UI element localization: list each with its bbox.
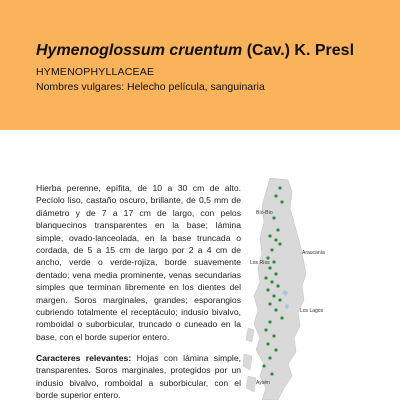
occurrence-point	[280, 200, 283, 203]
occurrence-point	[274, 194, 277, 197]
map-label-aysen: Aysén	[256, 380, 270, 386]
occurrence-point	[268, 320, 271, 323]
occurrence-point	[280, 316, 283, 319]
map-label-losrios: Los Ríos	[250, 260, 270, 266]
occurrence-point	[266, 288, 269, 291]
occurrence-point	[278, 242, 281, 245]
occurrence-point	[268, 356, 271, 359]
map-islands	[243, 328, 256, 392]
occurrence-point	[272, 216, 275, 219]
species-title	[36, 42, 354, 60]
relevant-label: Caracteres relevantes:	[36, 353, 132, 363]
relevant-text: Hojas con lámina simple, transparentes. Soros marginales, protegidos por un indusio bivalvo, romboidal a suborbicular, con el borde superior entero.	[36, 353, 242, 401]
occurrence-point	[274, 238, 277, 241]
occurrence-point	[270, 280, 273, 283]
occurrence-point	[262, 364, 265, 367]
species-name: Hymenoglossum cruentum	[36, 42, 243, 59]
occurrence-point	[264, 276, 267, 279]
occurrence-point	[278, 186, 281, 189]
occurrence-point	[274, 348, 277, 351]
description-text: Hierba perenne, epífita, de 10 a 30 cm de alto. Pecíolo liso, castaño oscuro, brillante, de 0,5 mm de diámetro y de 7 a 17 cm de largo, con pelos blanquecinos transparentes en la base; lámina simple, ovado-lanceolada, en la base truncada o cordada, de 5 a 15 cm de largo por 2 a 4 cm de ancho, verde o verde-rojiza, borde suavemente dentado; vena media prominente, venas secundarias simples que terminan libremente en los dientes del margen. Soros marginales, grandes; esporangios cubriendo totalmente el receptáculo; indusio bivalvo, romboidal o suborbicular, truncado o cuneado en la base, con el borde superior entero.	[36, 183, 241, 342]
distribution-map	[240, 178, 340, 400]
occurrence-point	[272, 260, 275, 263]
occurrence-point	[272, 294, 275, 297]
occurrence-point	[278, 298, 281, 301]
header-band	[0, 0, 400, 130]
description-block	[36, 182, 241, 343]
occurrence-point	[276, 228, 279, 231]
occurrence-point	[270, 372, 273, 375]
occurrence-point	[274, 272, 277, 275]
occurrence-point	[268, 266, 271, 269]
species-author: (Cav.) K. Presl	[246, 42, 355, 59]
occurrence-point	[268, 234, 271, 237]
map-label-biobio: Bío-Bío	[256, 210, 273, 216]
relevant-characters	[36, 352, 241, 402]
common-names: Nombres vulgares: Helecho película, sanguinaria	[36, 81, 265, 93]
occurrence-point	[274, 308, 277, 311]
map-label-araucania: Araucanía	[302, 250, 325, 256]
occurrence-point	[270, 248, 273, 251]
occurrence-point	[266, 256, 269, 259]
map-label-loslagos: Los Lagos	[300, 308, 324, 314]
occurrence-point	[276, 284, 279, 287]
occurrence-point	[264, 328, 267, 331]
family-name: HYMENOPHYLLACEAE	[36, 66, 155, 78]
occurrence-point	[268, 302, 271, 305]
occurrence-point	[266, 342, 269, 345]
occurrence-point	[272, 334, 275, 337]
